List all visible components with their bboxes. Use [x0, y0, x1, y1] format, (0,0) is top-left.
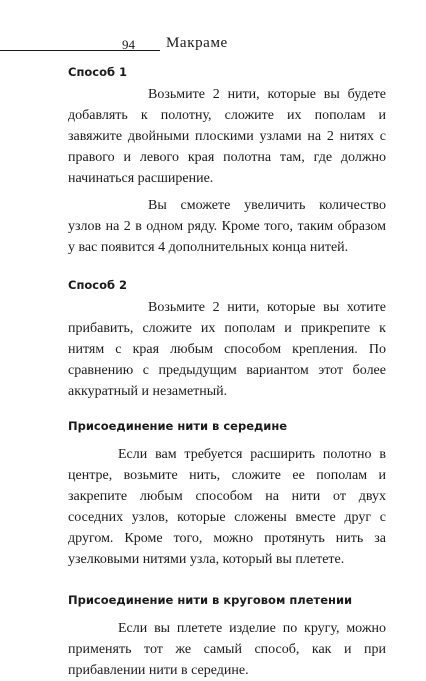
page-number: 94 [122, 37, 135, 52]
page-body [68, 64, 386, 681]
section-heading: Присоединение нити в середине [68, 419, 288, 433]
running-header [0, 35, 426, 60]
section-join-middle [68, 418, 386, 570]
section-heading: Способ 2 [68, 278, 128, 292]
paragraph: Если вы плетете изделие по кругу, можно применять тот же самый способ, как и при прибавлении нити в середине. [68, 621, 386, 678]
section-heading: Способ 1 [68, 65, 128, 79]
section-join-circular [68, 592, 386, 681]
section-method-2 [68, 277, 386, 402]
paragraph: Если вам требуется расширить полотно в центре, возьмите нить, сложите ее пополам и закрепите любым способом на нити от двух соседних узлов, которые сложены вместе друг с другом. Кроме того, можно протянуть нить за узелковыми нитями узла, который вы плетете. [68, 447, 386, 567]
paragraph: Возьмите 2 нити, которые вы хотите прибавить, сложите их пополам и прикрепите к нитям с края любым способом крепления. По сравнению с предыдущим вариантом этот более аккуратный и незаметный. [68, 300, 386, 399]
paragraph: Вы сможете увеличить количество узлов на 2 в одном ряду. Кроме того, таким образом у вас появится 4 дополнительных конца нитей. [68, 198, 386, 255]
section-method-1 [68, 64, 386, 258]
header-rule [0, 50, 160, 51]
section-heading: Присоединение нити в круговом плетении [68, 593, 353, 607]
paragraph: Возьмите 2 нити, которые вы будете добавлять к полотну, сложите их пополам и завяжите двойными плоскими узлами на 2 нитях с правого и левого края полотна там, где должно начинаться расширение. [68, 87, 386, 186]
running-title: Макраме [166, 35, 228, 51]
